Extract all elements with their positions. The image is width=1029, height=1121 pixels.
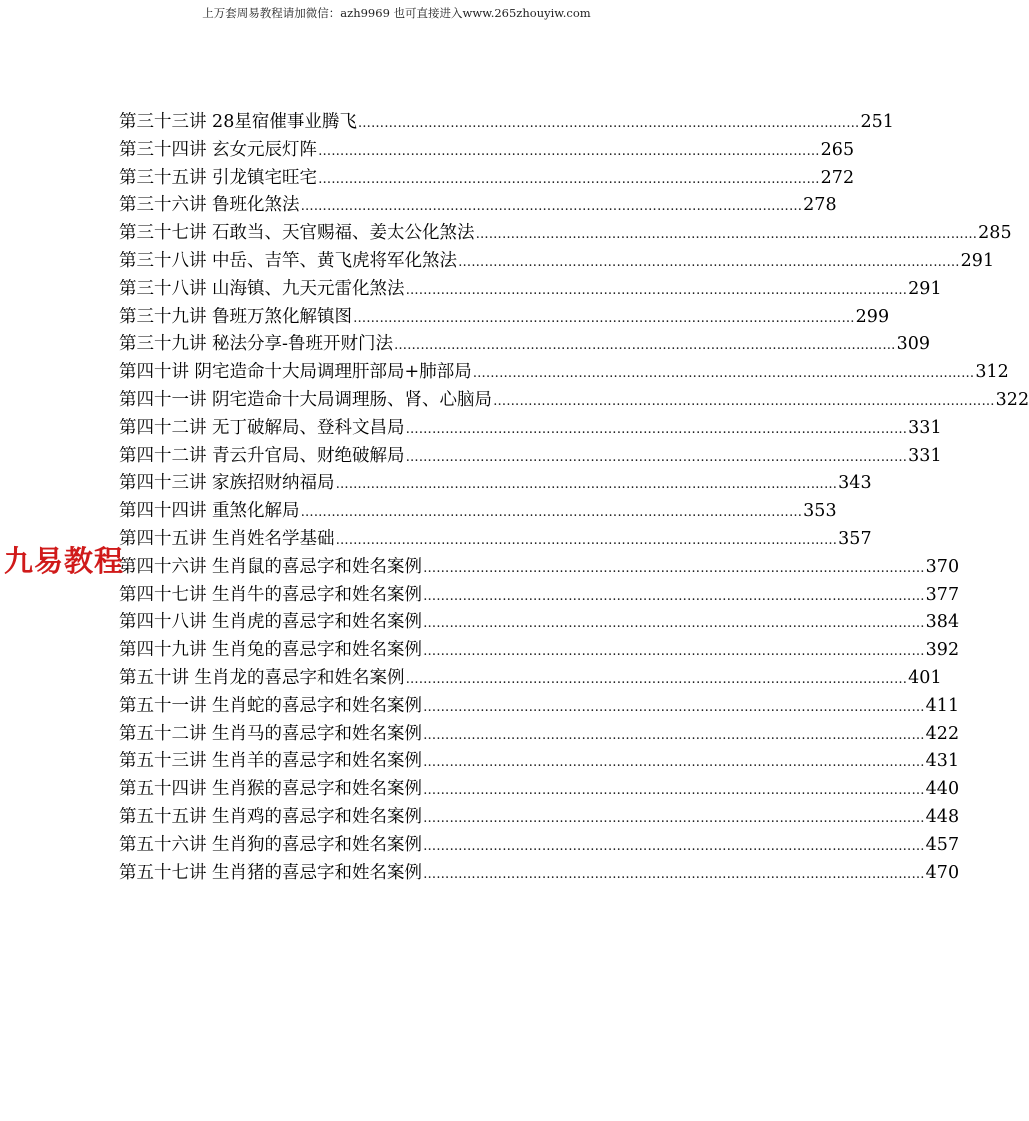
toc-entry bbox=[119, 498, 837, 526]
toc-entry-title: 第三十五讲 引龙镇宅旺宅 bbox=[119, 167, 318, 188]
toc-entry-page-number: 370 bbox=[925, 556, 960, 577]
toc-entry bbox=[119, 832, 960, 860]
toc-entry-page-number: 422 bbox=[925, 723, 960, 744]
toc-entry bbox=[119, 526, 872, 554]
toc-entry bbox=[119, 165, 855, 193]
toc-entry-title: 第三十九讲 鲁班万煞化解镇图 bbox=[119, 306, 353, 327]
toc-entry-page-number: 457 bbox=[925, 834, 960, 855]
toc-entry-page-number: 278 bbox=[803, 195, 837, 216]
toc-entry bbox=[119, 415, 942, 443]
toc-entry-title: 第五十讲 生肖龙的喜忌字和姓名案例 bbox=[119, 667, 405, 688]
toc-entry-page-number: 312 bbox=[975, 362, 1009, 383]
toc-entry bbox=[119, 443, 942, 471]
page-header-note: 上万套周易教程请加微信：azh9969 也可直接进入www.265zhouyiw.com bbox=[202, 6, 591, 20]
toc-dot-leader: …………………………………………………………………………………………………… bbox=[405, 449, 908, 465]
toc-entry-title: 第五十七讲 生肖猪的喜忌字和姓名案例 bbox=[119, 862, 423, 883]
toc-entry bbox=[119, 137, 855, 165]
toc-dot-leader: …………………………………………………………………………………………………… bbox=[405, 421, 908, 437]
toc-entry bbox=[119, 359, 1009, 387]
toc-entry-page-number: 251 bbox=[860, 112, 894, 132]
toc-entry bbox=[119, 637, 960, 665]
toc-entry bbox=[119, 748, 960, 776]
toc-dot-leader: …………………………………………………………………………………………………… bbox=[405, 671, 908, 687]
toc-dot-leader: …………………………………………………………………………………………………… bbox=[423, 699, 925, 715]
toc-entry-title: 第四十六讲 生肖鼠的喜忌字和姓名案例 bbox=[119, 556, 423, 577]
toc-entry bbox=[119, 192, 837, 220]
toc-entry-title: 第四十二讲 青云升官局、财绝破解局 bbox=[119, 445, 405, 466]
toc-entry-title: 第四十五讲 生肖姓名学基础 bbox=[119, 528, 335, 549]
toc-dot-leader: …………………………………………………………………………………………………… bbox=[475, 227, 978, 243]
toc-entry bbox=[119, 109, 894, 137]
toc-entry-page-number: 448 bbox=[925, 806, 960, 827]
toc-entry-title: 第四十讲 阴宅造命十大局调理肝部局+肺部局 bbox=[119, 362, 472, 383]
toc-entry-title: 第四十二讲 无丁破解局、登科文昌局 bbox=[119, 417, 405, 438]
toc-entry-title: 第四十三讲 家族招财纳福局 bbox=[119, 473, 335, 494]
toc-entry-title: 第四十四讲 重煞化解局 bbox=[119, 501, 300, 522]
table-of-contents bbox=[119, 109, 1029, 887]
toc-entry-page-number: 353 bbox=[803, 501, 837, 522]
toc-dot-leader: …………………………………………………………………………………………………… bbox=[423, 727, 925, 743]
toc-dot-leader: …………………………………………………………………………………………………… bbox=[423, 560, 925, 576]
toc-entry-page-number: 343 bbox=[838, 473, 872, 494]
toc-entry bbox=[119, 721, 960, 749]
toc-dot-leader: …………………………………………………………………………………………………… bbox=[423, 588, 925, 604]
toc-entry-title: 第四十一讲 阴宅造命十大局调理肠、肾、心脑局 bbox=[119, 389, 493, 410]
toc-entry bbox=[119, 304, 890, 332]
toc-dot-leader: …………………………………………………………………………………………………… bbox=[423, 755, 925, 771]
toc-entry-page-number: 470 bbox=[925, 862, 960, 883]
toc-entry bbox=[119, 665, 942, 693]
toc-entry-title: 第五十六讲 生肖狗的喜忌字和姓名案例 bbox=[119, 834, 423, 855]
toc-dot-leader: …………………………………………………………………………………………………… bbox=[423, 866, 925, 882]
toc-entry-title: 第四十八讲 生肖虎的喜忌字和姓名案例 bbox=[119, 612, 423, 633]
toc-entry-page-number: 322 bbox=[995, 389, 1029, 410]
toc-dot-leader: …………………………………………………………………………………………………… bbox=[318, 143, 820, 159]
toc-entry-title: 第五十三讲 生肖羊的喜忌字和姓名案例 bbox=[119, 751, 423, 772]
toc-dot-leader: …………………………………………………………………………………………………… bbox=[423, 644, 925, 660]
toc-entry-page-number: 384 bbox=[925, 612, 960, 633]
toc-entry bbox=[119, 693, 960, 721]
toc-dot-leader: …………………………………………………………………………………………………… bbox=[335, 477, 838, 493]
toc-entry bbox=[119, 387, 1029, 415]
toc-entry-page-number: 401 bbox=[908, 667, 942, 688]
toc-entry bbox=[119, 276, 942, 304]
toc-dot-leader: …………………………………………………………………………………………………… bbox=[493, 393, 995, 409]
toc-entry-page-number: 357 bbox=[838, 528, 872, 549]
toc-entry bbox=[119, 470, 872, 498]
toc-entry-page-number: 285 bbox=[978, 223, 1012, 244]
toc-entry bbox=[119, 220, 1012, 248]
toc-entry-page-number: 309 bbox=[896, 334, 930, 355]
toc-dot-leader: …………………………………………………………………………………………………… bbox=[405, 282, 908, 298]
toc-entry-page-number: 331 bbox=[908, 417, 942, 438]
toc-dot-leader: …………………………………………………………………………………………………… bbox=[318, 171, 820, 187]
toc-dot-leader: …………………………………………………………………………………………………… bbox=[423, 783, 925, 799]
toc-entry-title: 第三十三讲 28星宿催事业腾飞 bbox=[119, 112, 357, 132]
toc-entry-page-number: 411 bbox=[925, 695, 960, 716]
toc-dot-leader: …………………………………………………………………………………………………… bbox=[472, 366, 975, 382]
toc-entry-title: 第三十四讲 玄女元辰灯阵 bbox=[119, 139, 318, 160]
toc-dot-leader: …………………………………………………………………………………………………… bbox=[423, 616, 925, 632]
toc-entry-page-number: 291 bbox=[908, 278, 942, 299]
toc-dot-leader: …………………………………………………………………………………………………… bbox=[357, 116, 860, 131]
toc-dot-leader: …………………………………………………………………………………………………… bbox=[393, 338, 896, 354]
toc-entry-page-number: 299 bbox=[855, 306, 890, 327]
toc-dot-leader: …………………………………………………………………………………………………… bbox=[300, 199, 803, 215]
toc-entry-page-number: 331 bbox=[908, 445, 942, 466]
toc-entry bbox=[119, 554, 960, 582]
toc-entry-page-number: 431 bbox=[925, 751, 960, 772]
toc-entry-page-number: 265 bbox=[820, 139, 855, 160]
toc-dot-leader: …………………………………………………………………………………………………… bbox=[423, 810, 925, 826]
toc-entry bbox=[119, 582, 960, 610]
toc-entry-title: 第五十五讲 生肖鸡的喜忌字和姓名案例 bbox=[119, 806, 423, 827]
toc-dot-leader: …………………………………………………………………………………………………… bbox=[353, 310, 855, 326]
toc-entry bbox=[119, 331, 930, 359]
toc-entry-title: 第五十二讲 生肖马的喜忌字和姓名案例 bbox=[119, 723, 423, 744]
watermark-logo: 九易教程 bbox=[4, 544, 125, 578]
toc-dot-leader: …………………………………………………………………………………………………… bbox=[300, 505, 803, 521]
toc-entry-page-number: 440 bbox=[925, 779, 960, 800]
toc-entry bbox=[119, 776, 960, 804]
toc-entry-title: 第三十八讲 中岳、吉竿、黄飞虎将军化煞法 bbox=[119, 250, 458, 271]
toc-entry bbox=[119, 248, 995, 276]
toc-entry-page-number: 291 bbox=[960, 250, 995, 271]
toc-entry-title: 第四十七讲 生肖牛的喜忌字和姓名案例 bbox=[119, 584, 423, 605]
toc-entry-page-number: 377 bbox=[925, 584, 960, 605]
toc-entry-title: 第三十八讲 山海镇、九天元雷化煞法 bbox=[119, 278, 405, 299]
toc-entry-title: 第三十六讲 鲁班化煞法 bbox=[119, 195, 300, 216]
toc-entry-title: 第四十九讲 生肖兔的喜忌字和姓名案例 bbox=[119, 640, 423, 661]
toc-entry bbox=[119, 804, 960, 832]
toc-entry-title: 第三十七讲 石敢当、天官赐福、姜太公化煞法 bbox=[119, 223, 475, 244]
toc-entry-title: 第五十一讲 生肖蛇的喜忌字和姓名案例 bbox=[119, 695, 423, 716]
toc-dot-leader: …………………………………………………………………………………………………… bbox=[458, 254, 960, 270]
toc-entry-page-number: 272 bbox=[820, 167, 855, 188]
toc-entry-title: 第五十四讲 生肖猴的喜忌字和姓名案例 bbox=[119, 779, 423, 800]
toc-dot-leader: …………………………………………………………………………………………………… bbox=[335, 532, 838, 548]
toc-entry-title: 第三十九讲 秘法分享-鲁班开财门法 bbox=[119, 334, 393, 355]
toc-entry bbox=[119, 860, 960, 888]
toc-entry bbox=[119, 609, 960, 637]
toc-dot-leader: …………………………………………………………………………………………………… bbox=[423, 838, 925, 854]
toc-entry-page-number: 392 bbox=[925, 640, 960, 661]
